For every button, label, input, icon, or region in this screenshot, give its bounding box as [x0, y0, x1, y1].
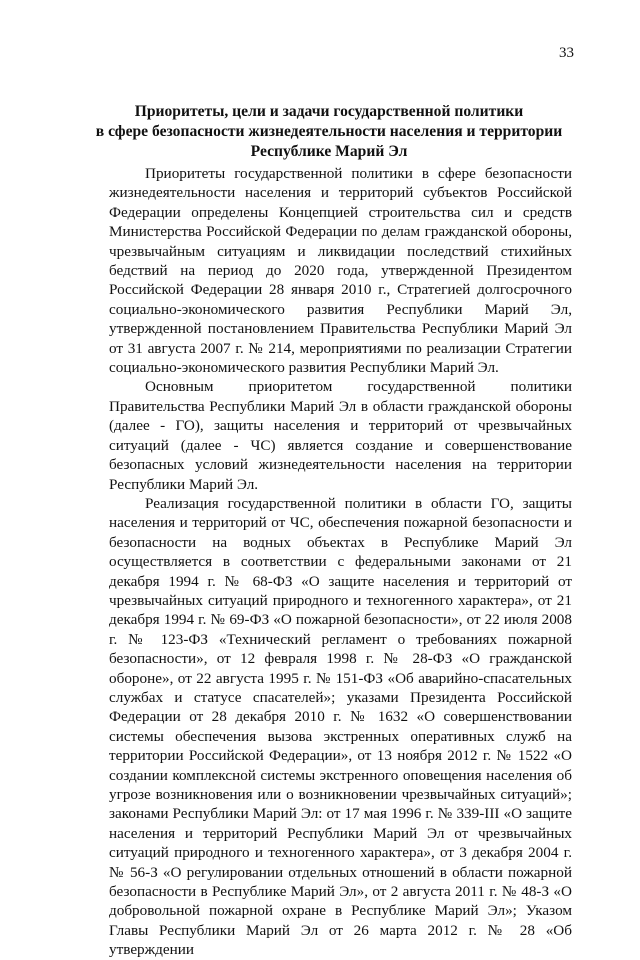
paragraph: Реализация государственной политики в области ГО, защиты населения и территорий от ЧС, обеспечения пожарной безопасности и безопасности на водных объектах в Республике Марий Эл осуществляется в соответствии с федеральными законами от 21 декабря 1994 г. № 68-ФЗ «О защите населения и территорий от чрезвычайных ситуаций природного и техногенного характера», от 21 декабря 1994 г. № 69-ФЗ «О пожарной безопасности», от 22 июля 2008 г. № 123-ФЗ «Технический регламент о требованиях пожарной безопасности», от 12 февраля 1998 г. № 28-ФЗ «О гражданской обороне», от 22 августа 1995 г. № 151-ФЗ «Об аварийно-спасательных службах и статусе спасателей»; указами Президента Российской Федерации от 28 декабря 2010 г. № 1632 «О совершенствовании системы обеспечения вызова экстренных оперативных служб на территории Российской Федерации», от 13 ноября 2012 г. № 1522 «О создании комплексной системы экстренного оповещения населения об угрозе возникновения или о возникновении чрезвычайных ситуаций»; законами Республики Марий Эл: от 17 мая 1996 г. № 339-III «О защите населения и территорий Республики Марий Эл от чрезвычайных ситуаций природного и техногенного характера», от 3 декабря 2004 г. № 56-З «О регулировании отдельных отношений в области пожарной безопасности в Республике Марий Эл», от 2 августа 2011 г. № 48-З «О добровольной пожарной охране в Республике Марий Эл»; Указом Главы Республики Марий Эл от 26 марта 2012 г. № 28 «Об утверждении	[109, 494, 572, 959]
section-title-line-2: в сфере безопасности жизнедеятельности населения и территории	[95, 123, 563, 140]
section-title-line-3: Республике Марий Эл	[250, 143, 408, 160]
section-title	[80, 102, 578, 162]
page-number: 33	[559, 45, 574, 61]
body-text	[109, 164, 572, 960]
paragraph: Приоритеты государственной политики в сфере безопасности жизнедеятельности населения и территорий субъектов Российской Федерации определены Концепцией строительства сил и средств Министерства Российской Федерации по делам гражданской обороны, чрезвычайным ситуациям и ликвидации последствий стихийных бедствий на период до 2020 года, утвержденной Президентом Российской Федерации 28 января 2010 г., Стратегией долгосрочного социально-экономического развития Республики Марий Эл, утвержденной постановлением Правительства Республики Марий Эл от 31 августа 2007 г. № 214, мероприятиями по реализации Стратегии социально-экономического развития Республики Марий Эл.	[109, 165, 572, 377]
section-title-line-1: Приоритеты, цели и задачи государственной политики	[134, 103, 524, 120]
paragraph: Основным приоритетом государственной политики Правительства Республики Марий Эл в области гражданской обороны (далее - ГО), защиты населения и территорий от чрезвычайных ситуаций (далее - ЧС) является создание и совершенствование безопасных условий жизнедеятельности населения на территории Республики Марий Эл.	[109, 378, 572, 493]
